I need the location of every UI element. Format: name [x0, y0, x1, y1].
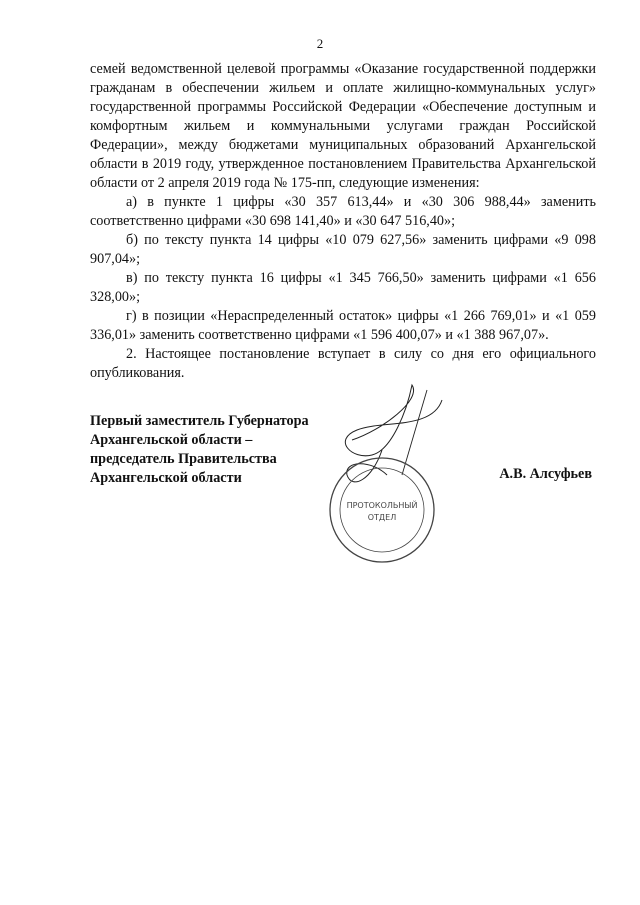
paragraph-item-d: г) в позиции «Нераспределенный остаток» цифры «1 266 769,01» и «1 059 336,01» заменить соответственно цифрами «1 596 400,07» и «1 388 967,07».	[90, 308, 596, 343]
paragraph-effective-date: 2. Настоящее постановление вступает в силу со дня его официального опубликования.	[90, 346, 596, 381]
signer-position-line: председатель Правительства	[90, 451, 277, 467]
paragraph-item-c: в) по тексту пункта 16 цифры «1 345 766,50» заменить цифрами «1 656 328,00»;	[90, 270, 596, 305]
signer-name: А.В. Алсуфьев	[499, 466, 592, 482]
seal-text-line-2: ОТДЕЛ	[367, 513, 397, 522]
paragraph-item-b: б) по тексту пункта 14 цифры «10 079 627,56» заменить цифрами «9 098 907,04»;	[90, 232, 596, 267]
signer-position-line: Первый заместитель Губернатора	[90, 413, 309, 429]
signature-block	[90, 412, 596, 488]
page-number: 2	[316, 36, 324, 51]
signer-position-line: Архангельской области –	[90, 432, 253, 448]
seal-text-line-1: ПРОТОКОЛЬНЫЙ	[346, 501, 418, 510]
paragraph-intro-continuation: семей ведомственной целевой программы «Оказание государственной поддержки гражданам в обеспечении жильем и оплате жилищно-коммунальных услуг» государственной программы Российской Федерации «Обеспечение доступным и комфортным жильем и коммунальными услугами граждан Российской Федерации», между бюджетами муниципальных образований Архангельской области в 2019 году, утвержденное постановлением Правительства Архангельской области от 2 апреля 2019 года № 175-пп, следующие изменения:	[90, 61, 596, 191]
paragraph-item-a: а) в пункте 1 цифры «30 357 613,44» и «30 306 988,44» заменить соответственно цифрами «30 698 141,40» и «30 647 516,40»;	[90, 194, 596, 229]
document-body	[90, 60, 596, 383]
signer-position-line: Архангельской области	[90, 470, 242, 486]
